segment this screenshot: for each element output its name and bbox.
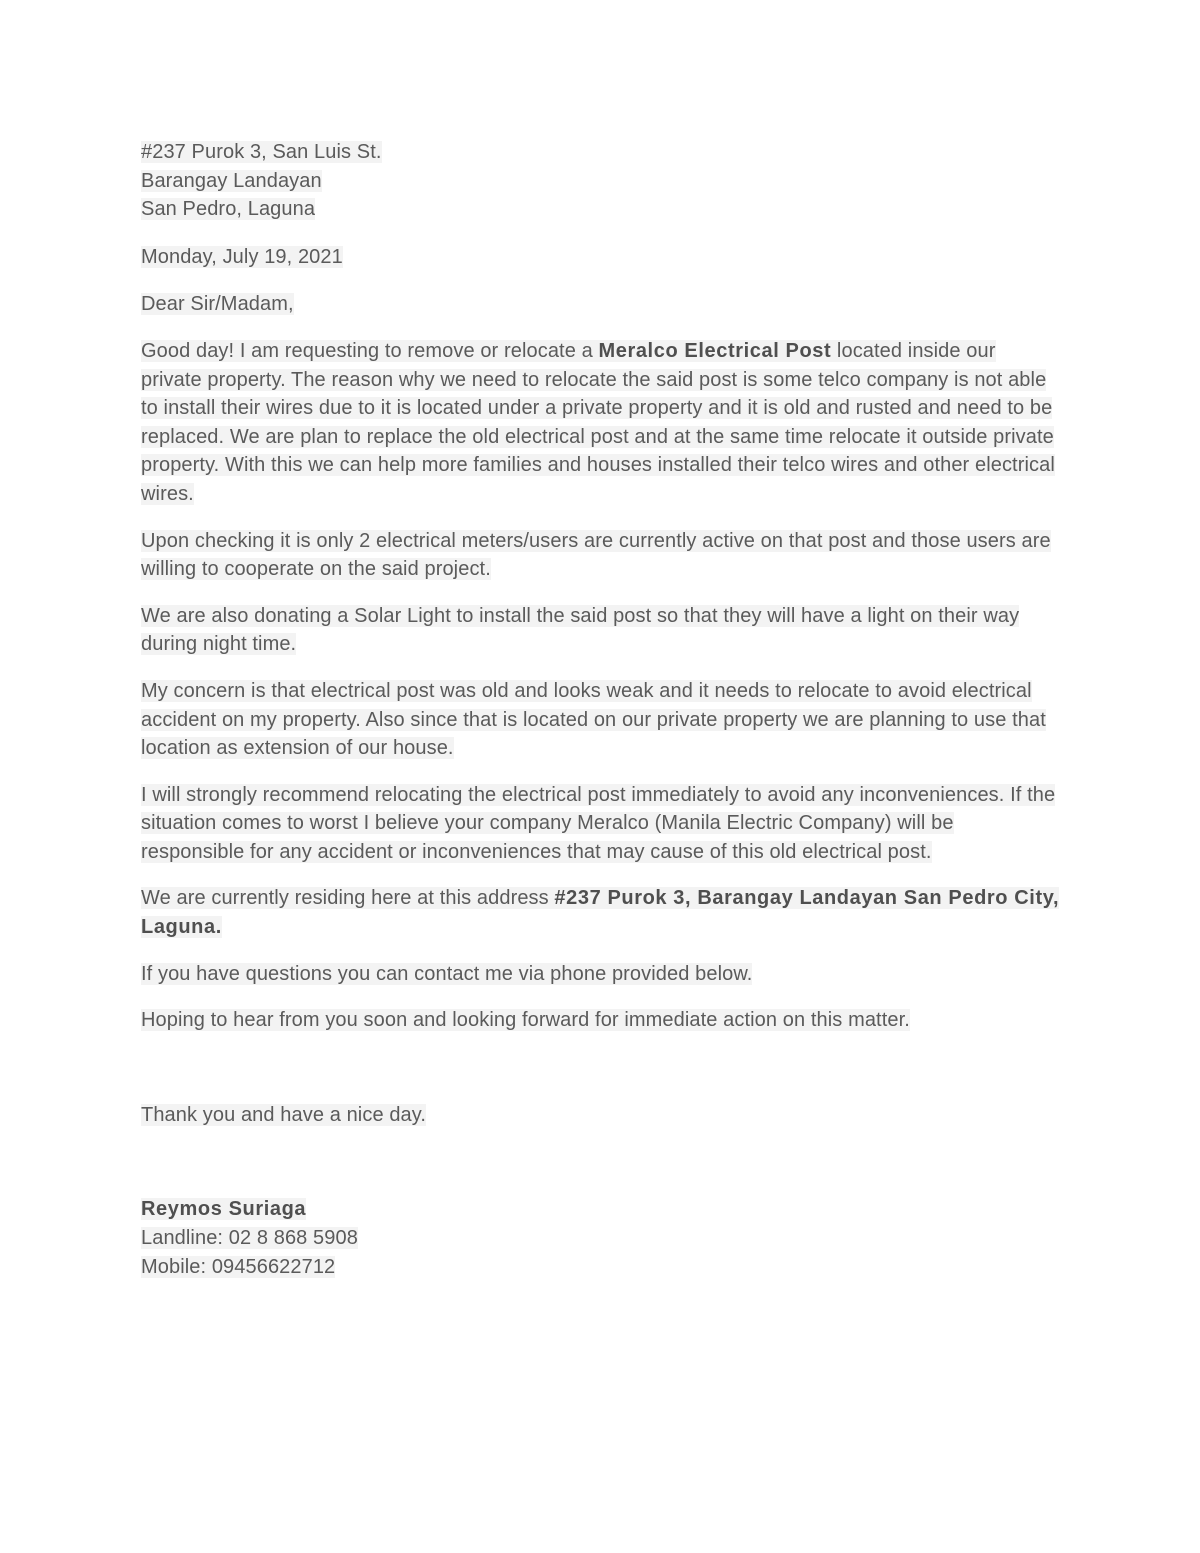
paragraph-residence: We are currently residing here at this address #237 Purok 3, Barangay Landayan San Pedro City, Laguna. bbox=[141, 887, 1060, 939]
address-line-1: #237 Purok 3, San Luis St. bbox=[141, 141, 382, 163]
address-line-3: San Pedro, Laguna bbox=[141, 198, 316, 221]
residence-address: #237 Purok 3, Barangay Landayan San Pedro City, Laguna. bbox=[141, 887, 1060, 939]
signature-block bbox=[141, 1195, 1061, 1281]
sender-address bbox=[141, 138, 1061, 224]
salutation: Dear Sir/Madam, bbox=[141, 293, 294, 316]
closing-line: Thank you and have a nice day. bbox=[141, 1103, 427, 1126]
paragraph-hoping: Hoping to hear from you soon and looking forward for immediate action on this matter. bbox=[141, 1009, 910, 1032]
letter-body bbox=[141, 138, 1061, 1281]
signature-landline: Landline: 02 8 868 5908 bbox=[141, 1227, 358, 1250]
post-name: Meralco Electrical Post bbox=[598, 339, 832, 362]
address-line-2: Barangay Landayan bbox=[141, 169, 322, 192]
letter-date: Monday, July 19, 2021 bbox=[141, 245, 343, 268]
paragraph-concern: My concern is that electrical post was old and looks weak and it needs to relocate to avoid electrical accident on my property. Also since that is located on our private property we are planning to use that location as extension of our house. bbox=[141, 679, 1046, 760]
signature-name: Reymos Suriaga bbox=[141, 1198, 307, 1221]
paragraph-solar: We are also donating a Solar Light to install the said post so that they will have a light on their way during night time. bbox=[141, 604, 1020, 656]
paragraph-contact: If you have questions you can contact me via phone provided below. bbox=[141, 962, 753, 985]
paragraph-recommendation: I will strongly recommend relocating the electrical post immediately to avoid any inconveniences. If the situation comes to worst I believe your company Meralco (Manila Electric Company) will be responsible for any accident or inconveniences that may cause of this old electrical post. bbox=[141, 783, 1056, 863]
paragraph-request: Good day! I am requesting to remove or relocate a Meralco Electrical Post located inside our private property. The reason why we need to relocate the said post is some telco company is not able to install their wires due to it is located under a private property and it is old and rusted and need to be replaced. We are plan to replace the old electrical post and at the same time relocate it outside private property. With this we can help more families and houses installed their telco wires and other electrical wires. bbox=[141, 339, 1055, 505]
signature-mobile: Mobile: 09456622712 bbox=[141, 1255, 336, 1278]
paragraph-meters: Upon checking it is only 2 electrical meters/users are currently active on that post and those users are willing to cooperate on the said project. bbox=[141, 529, 1051, 581]
